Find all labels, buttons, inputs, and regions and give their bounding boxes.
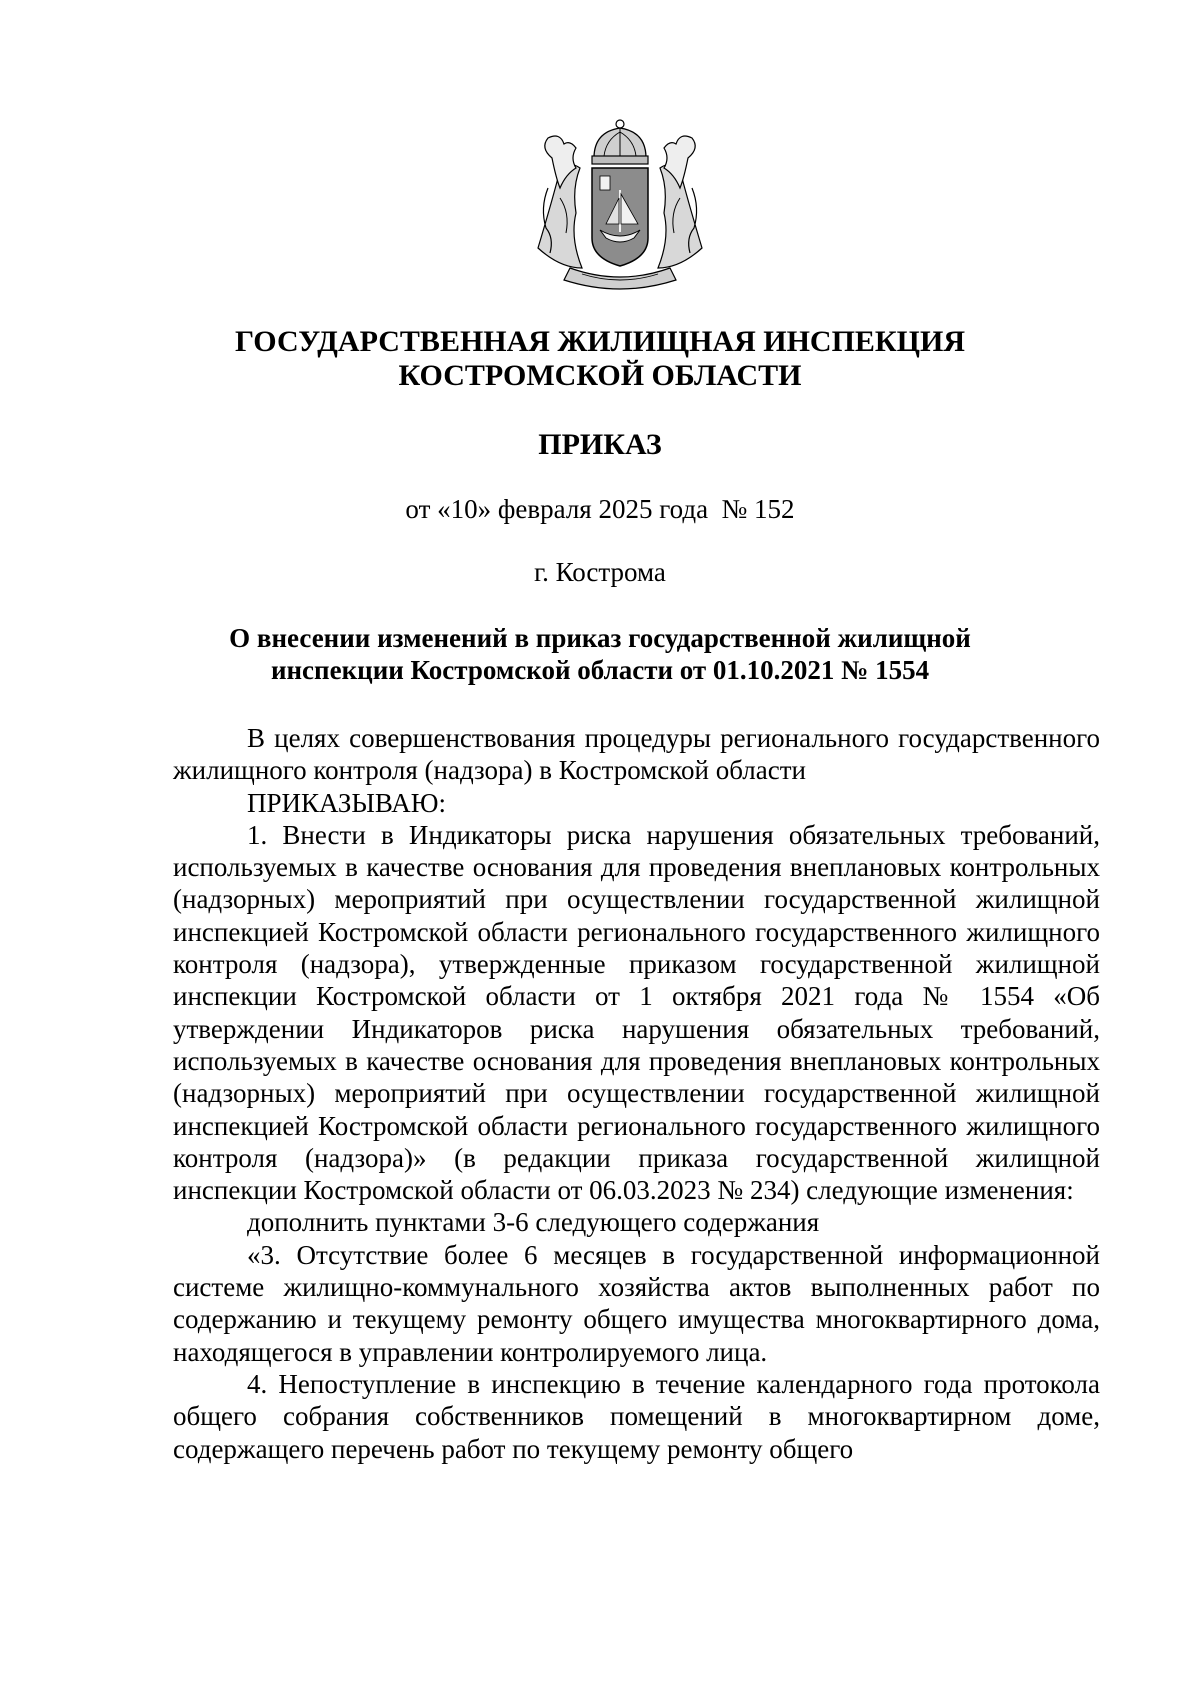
order-subject-line-2: инспекции Костромской области от 01.10.2021 № 1554 bbox=[270, 655, 930, 685]
organization-name-line-1: ГОСУДАРСТВЕННАЯ ЖИЛИЩНАЯ ИНСПЕКЦИЯ bbox=[234, 325, 966, 358]
order-body bbox=[173, 722, 1100, 1465]
order-city: г. Кострома bbox=[534, 557, 666, 587]
body-paragraph: «3. Отсутствие более 6 месяцев в государственной информационной системе жилищно-коммунального хозяйства актов выполненных работ по содержанию и текущему ремонту общего имущества многоквартирного дома, находящегося в управлении контролируемого лица. bbox=[173, 1239, 1100, 1367]
order-subject-line-1: О внесении изменений в приказ государственной жилищной bbox=[229, 623, 971, 653]
organization-name-line-2: КОСТРОМСКОЙ ОБЛАСТИ bbox=[398, 359, 802, 392]
body-paragraph: 1. Внести в Индикаторы риска нарушения обязательных требований, используемых в качестве основания для проведения внеплановых контрольных (надзорных) мероприятий при осуществлении государственной жилищной инспекцией Костромской области регионального государственного жилищного контроля (надзора), утвержденные приказом государственной жилищной инспекции Костромской области от 1 октября 2021 года № 1554 «Об утверждении Индикаторов риска нарушения обязательных требований, используемых в качестве основания для проведения внеплановых контрольных (надзорных) мероприятий при осуществлении государственной жилищной инспекцией Костромской области регионального государственного жилищного контроля (надзора)» (в редакции приказа государственной жилищной инспекции Костромской области от 06.03.2023 № 234) следующие изменения: bbox=[173, 819, 1100, 1206]
body-paragraph: ПРИКАЗЫВАЮ: bbox=[247, 787, 446, 818]
order-title: ПРИКАЗ bbox=[538, 428, 662, 461]
body-paragraph: дополнить пунктами 3-6 следующего содержания bbox=[247, 1207, 820, 1238]
order-date-number: от «10» февраля 2025 года № 152 bbox=[405, 494, 795, 524]
body-paragraph: В целях совершенствования процедуры регионального государственного жилищного контроля (надзора) в Костромской области bbox=[173, 723, 1100, 786]
kostroma-oblast-coat-of-arms-icon bbox=[530, 118, 710, 296]
organization-header bbox=[0, 325, 1200, 393]
order-subject bbox=[0, 622, 1200, 686]
body-paragraph: 4. Непоступление в инспекцию в течение календарного года протокола общего собрания собственников помещений в многоквартирном доме, содержащего перечень работ по текущему ремонту общего bbox=[173, 1368, 1100, 1464]
